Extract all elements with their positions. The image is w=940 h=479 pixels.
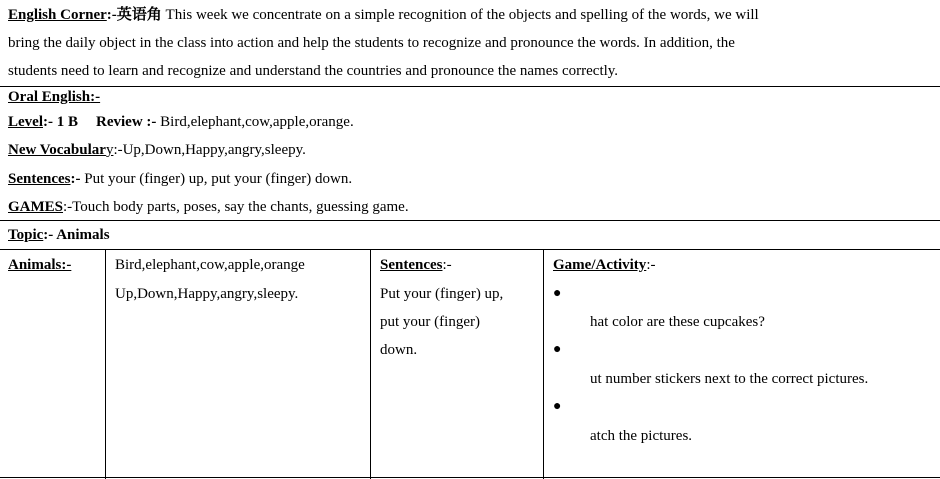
games-value: :-Touch body parts, poses, say the chants, guessing game. [63,199,409,215]
table-divider-1 [105,249,106,479]
activity-header-sep: :- [646,257,656,273]
activity-header [553,255,655,275]
activity-item: atch the pictures. [590,428,693,444]
intro-line-2: bring the daily object in the class into action and help the students to recognize and pronounce the words. In addition, the [8,35,735,51]
bullet-icon: ● [553,342,562,357]
oral-english-title-line [8,87,100,107]
vocabulary-label: New Vocabular [8,142,106,158]
sentences-line [8,169,352,189]
topic-value: Animals [53,227,110,243]
animals-header [8,255,71,275]
vocabulary-label-tail: y [105,142,114,158]
sentences-header-text: Sentences [380,257,443,273]
level-line [8,112,354,132]
sentences-header [380,255,452,275]
table-bottom-border [0,477,940,478]
topic-label: Topic [8,227,44,243]
intro-line-3: students need to learn and recognize and understand the countries and pronounce the names correctly. [8,63,619,79]
sentences-sep: :- [70,171,81,187]
sentences-label: Sentences [8,171,71,187]
divider-oral [0,220,940,221]
games-label: GAMES [8,199,64,215]
level-sep: :- [43,114,53,130]
topic-line [8,225,110,245]
sentence-line-2: put your (finger) [380,314,480,330]
bullet-icon: ● [553,286,562,301]
activity-item: ut number stickers next to the correct pictures. [590,371,869,387]
sentence-line-1: Put your (finger) up, [380,286,504,302]
sentences-value: Put your (finger) up, put your (finger) down. [80,171,353,187]
table-divider-2 [370,249,371,479]
review-value: Bird,elephant,cow,apple,orange. [156,114,354,130]
vocabulary-cell-line-2: Up,Down,Happy,angry,sleepy. [115,286,299,302]
animals-header-text: Animals:- [8,257,72,273]
activity-item: hat color are these cupcakes? [590,314,765,330]
review-label: Review :- [96,114,157,130]
table-divider-3 [543,249,544,479]
oral-english-title-sep: :- [90,89,101,105]
oral-english-title: Oral English [8,89,91,105]
bullet-icon: ● [553,399,562,414]
intro-paragraph [0,0,940,86]
vocabulary-value: :-Up,Down,Happy,angry,sleepy. [113,142,306,158]
topic-sep: :- [43,227,54,243]
intro-line-1 [8,5,759,25]
english-corner-chinese: 英语角 [116,7,162,23]
games-line [8,197,409,217]
english-corner-heading: English Corner [8,7,107,23]
sentence-line-3: down. [380,342,418,358]
level-value: 1 B [53,114,79,130]
table-top-border [0,249,940,250]
english-corner-separator: :- [106,7,117,23]
level-label: Level [8,114,43,130]
divider-intro [0,86,940,87]
vocabulary-line [8,140,306,160]
sentences-header-sep: :- [442,257,452,273]
vocabulary-cell-line-1: Bird,elephant,cow,apple,orange [115,257,305,273]
intro-line-1-text: This week we concentrate on a simple recognition of the objects and spelling of the words, we will [161,7,759,23]
activity-header-text: Game/Activity [553,257,647,273]
